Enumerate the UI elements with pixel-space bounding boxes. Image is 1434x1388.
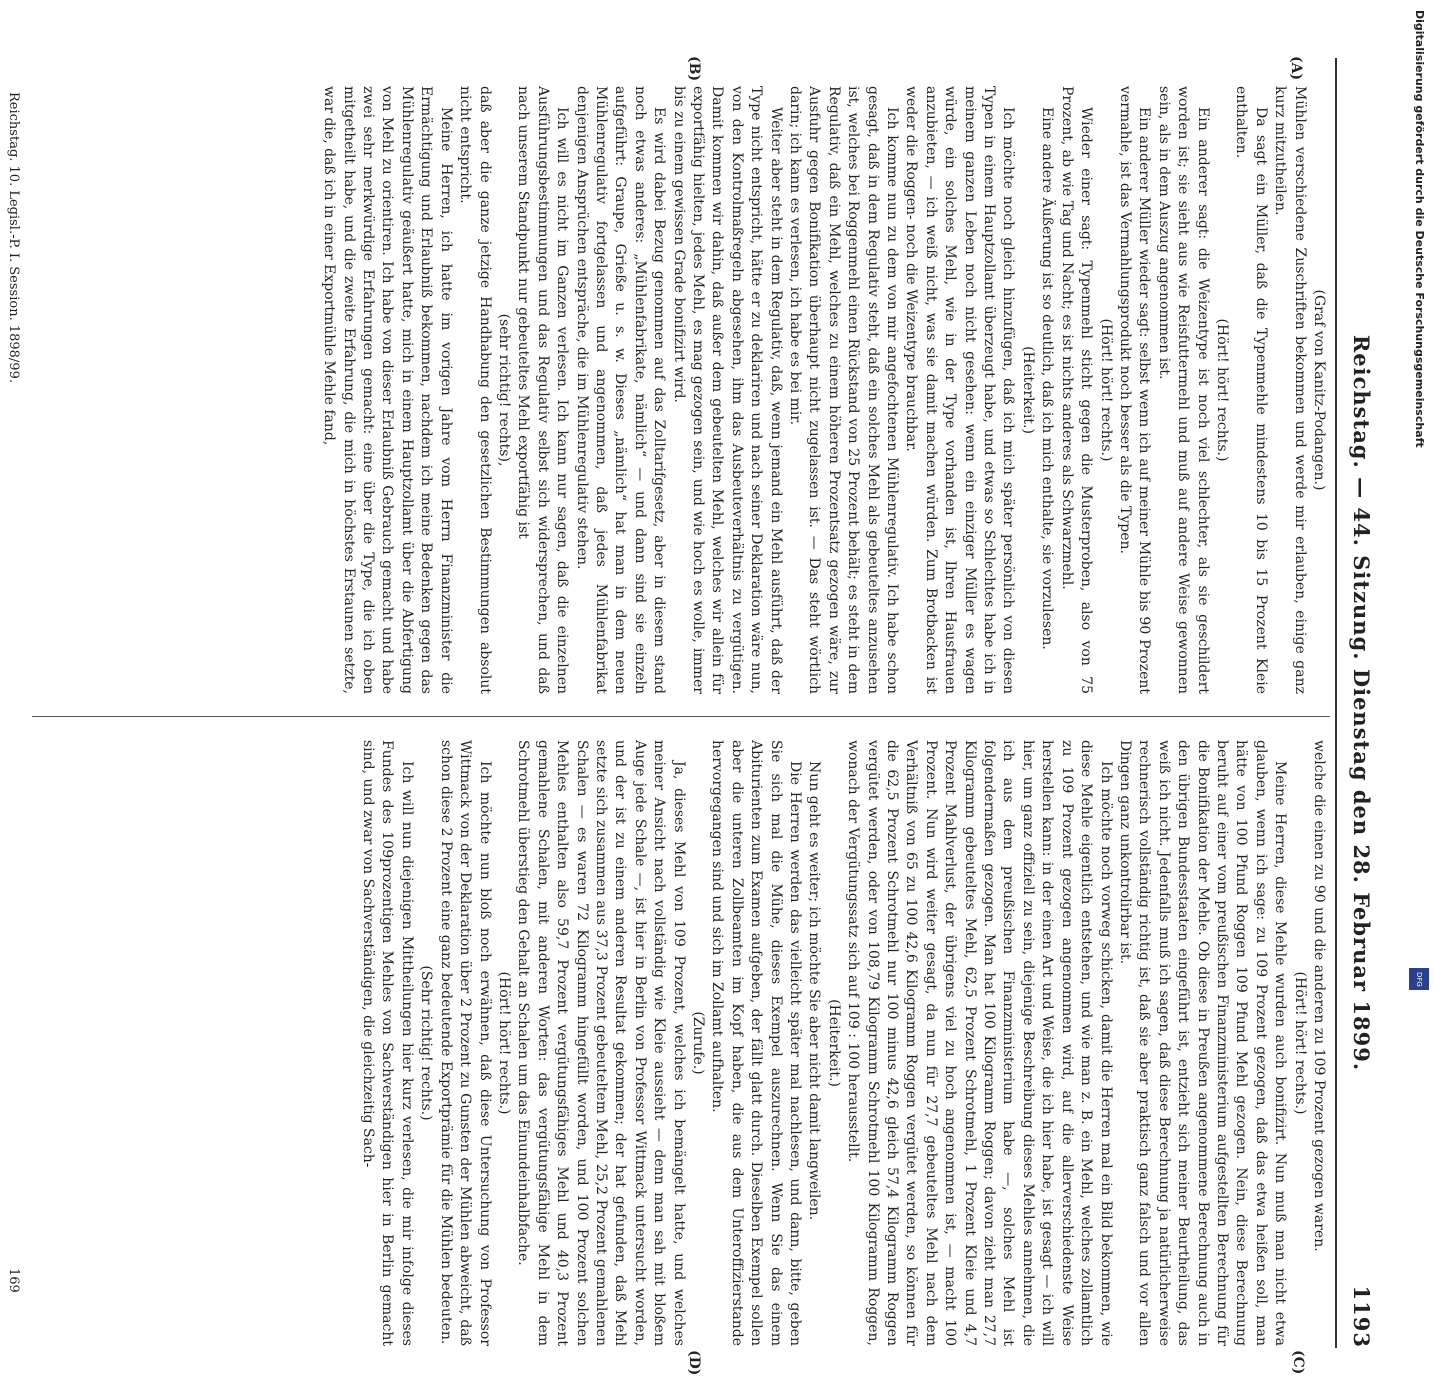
margin-marker-b: (B) <box>686 56 702 82</box>
page-content <box>0 28 1392 1388</box>
margin-marker-c: (C) <box>1290 1350 1306 1375</box>
paragraph: Meine Herren, diese Mehle wurden auch bonifizirt. Nun muß man nicht etwa glauben, wenn ich sage: zu 109 Prozent gezogen, daß das etwa heißen soll, man hätte von 100 Pfund Roggen 109 Pfund Mehl gezogen. Nein, diese Berechnung beruht auf einer vom preußischen Finanzministerium aufgestellten Berechnung für die Bonifikation der Mehle. Ob diese in Preußen angenommene Berechnung auch in den übrigen Bundesstaaten eingeführt ist, entzieht sich meiner Beurtheilung, das weiß ich nicht. Jedenfalls muß ich sagen, daß diese Berechnung ja natürlicherweise rechnerisch vollständig richtig ist, daß sie aber praktisch ganz falsch und vor allen Dingen ganz unkontrolirbar ist. <box>1116 740 1289 1346</box>
interjection: (Hört! hört! rechts.) <box>1097 318 1114 462</box>
paragraph: Nun geht es weiter; ich möchte Sie aber nicht damit langweilen. <box>806 761 823 1221</box>
interjection: (Hört! hört! rechts.) <box>1291 971 1308 1115</box>
paragraph: Ich möchte noch vorweg schicken, damit die Herren mal ein Bild bekommen, wie diese Mehle eigentlich entstehen, und wie man z. B. ein Mehl, welches zollamtlich zu 109 Prozent gezogen angenommen wird, auf die allerverschiedenste Weise herstellen kann: in der einen Art und Weise, die ich hier habe, ist gesagt — ich will hier, um ganz offiziell zu sein, diejenige Beschreibung dieses Mehles annehmen, die ich aus dem preußischen Finanzministerium habe —, solches Mehl ist folgendermaßen gezogen. Man hat 100 Kilogramm Roggen; davon zieht man 27,7 Kilogramm gebeuteltes Mehl, 62,5 Prozent Schrotmehl, 1 Prozent Kleie und 4,7 Prozent Mahlverlust, der übrigens viel zu hoch angenommen ist, — macht 100 Prozent. Nun wird weiter gesagt, da nun für 27,7 gebeuteltes Mehl nach dem Verhältniß von 65 zu 100 42,6 Kilogramm Roggen vergütet werden, so können für die 62,5 Prozent Schrotmehl nur 100 minus 42,6 gleich 57,4 Kilogramm Roggen vergütet werden, oder von 108,79 Kilogramm Schrotmehl 100 Kilogramm Roggen, wonach der Vergütungssatz sich auf 109 : 100 herausstellt. <box>845 740 1114 1346</box>
digitization-credit <box>1406 0 1434 1000</box>
interjection: (Hört! hört! rechts.) <box>1213 318 1230 462</box>
footer-signature: Reichstag. 10. Legisl.-P. I. Session. 1898/99. <box>6 92 21 383</box>
paragraph: daß aber die ganze jetzige Handhabung den gesetzlichen Bestimmungen absolut nicht entspricht. <box>457 86 493 694</box>
interjection: (Sehr richtig! rechts.) <box>418 965 435 1121</box>
column-divider <box>32 716 1330 717</box>
paragraph: Ich komme nun zu dem von mir angefochtenen Mühlenregulativ. Ich habe schon gesagt, daß in dem Regulativ steht, daß ein solches Mehl als gebeuteltes anzusehen ist, welches bei Roggenmehl einen Rückstand von 25 Prozent behält; es steht in dem Regulativ, daß ein Mehl, welches zu einem höheren Prozentsatz gezogen wäre, zur Ausfuhr gegen Bonifikation überhaupt nicht zugelassen ist. — Das steht wörtlich darin; ich kann es verlesen, ich habe es bei mir. <box>787 86 901 694</box>
paragraph: Ich will nun diejenigen Mittheilungen hier kurz verlesen, die mir infolge dieses Fundes des 109prozentigen Mehles von Sachverständigen hier in Berlin gemacht sind, und zwar von Sachverständigen, die gleichzeitig Sach- <box>360 740 415 1346</box>
paragraph: Ein anderer Müller wieder sagt: selbst wenn ich auf meiner Mühle bis 90 Prozent vermahle, ist das Vermahlungsprodukt noch besser als die Typen. <box>1116 86 1153 694</box>
footer-sheet-number: 169 <box>6 1268 21 1293</box>
paragraph: Ein anderer sagt: die Weizentype ist noch viel schlechter, als sie geschildert worden ist; sie sieht aus wie Reisfuttermehl und muß auf andere Weise gewonnen sein, als in dem Auszug angenommen ist. <box>1155 86 1211 694</box>
running-header <box>1340 58 1384 1348</box>
paragraph: Wieder einer sagt: Typenmehl sticht gegen die Musterproben, also von 75 Prozent, ab wie Tag und Nacht; es ist nichts anderes als Schwarzmehl. <box>1058 86 1095 694</box>
paragraph: Ich möchte nun bloß noch erwähnen, daß diese Untersuchung von Professor Wittmack von der Deklaration über 2 Prozent zu Gunsten der Mühlen abweicht, daß schon diese 2 Prozent eine ganz bedeutende Exportprämie für die Mühlen bedeuten. <box>437 740 493 1346</box>
paragraph: Meine Herren, ich hatte im vorigen Jahre vom Herrn Finanzminister die Ermächtigung und Erlaubniß bekommen, nachdem ich meine Bedenken gegen das Mühlenregulativ geäußert hatte, mich in einem Hauptzollamt über die Abfertigung von Mehl zu orientiren. Ich habe von dieser Erlaubniß Gebrauch gemacht und habe zwei sehr merkwürdige Erfahrungen gemacht: eine über die Type, die ich oben mitgetheilt habe, und die zweite Erfahrung, die mich in höchstes Erstaunen setzte, war die, daß ich in einer Exportmühle Mehle fand, <box>321 86 454 694</box>
margin-marker-a: (A) <box>1288 56 1304 81</box>
interjection: (Hört! hört! rechts.) <box>495 971 512 1115</box>
paragraph: Weiter aber steht in dem Regulativ, daß, wenn jemand ein Mehl ausführt, daß der Type nicht entspricht, hätte er zu deklariren und nach seiner Deklaration wäre nun, von den Kontrolmaßregeln abgesehen, ihm das Ausbeuteverhältnis zu vergütigen. Damit kommen wir dahin, daß außer dem gebeutelten Mehl, welches wir allein für exportfähig hielten, jedes Mehl, es mag gezogen sein, und wie hoch es wolle, immer bis zu einem gewissen Grade bonifizirt wird. <box>670 86 784 694</box>
paragraph: Es wird dabei Bezug genommen auf das Zolltarifgesetz, aber in diesem stand noch etwas anderes: „Mühlenfabrikate, nämlich“ — und dann sind sie einzeln aufgeführt: Graupe, Grieße u. s. w. Dieses „nämlich“ hat man in dem neuen Mühlenregulativ fortgelassen und angenommen, daß jedes Mühlenfabrikat denjenigen Ansprüchen entspräche, die im Mühlenregulativ stehen. <box>573 86 668 694</box>
margin-marker-d: (D) <box>686 1350 702 1376</box>
paragraph: Mühlen verschiedene Zuschriften bekommen und werde mir erlauben, einige ganz kurz mitzutheilen. <box>1272 86 1308 694</box>
running-title: Reichstag. — 44. Sitzung. Dienstag den 28. Februar 1899. <box>1349 334 1375 1072</box>
speaker-line: (Graf von Kanitz-Podangen.) <box>1311 289 1327 491</box>
interjection: (Zurufe.) <box>690 1011 706 1075</box>
paragraph: Ich will es nicht im Ganzen verlesen. Ich kann nur sagen, daß die einzelnen Ausführungsbestimmungen und das Regulativ selbst sich widersprechen, und daß nach unserem Standpunkt nur gebeuteltes Mehl exportfähig ist <box>515 86 571 694</box>
paragraph: welche die einen zu 90 und die anderen zu 109 Prozent gezogen waren. <box>1311 740 1327 1252</box>
paragraph: Die Herren werden das vielleicht später mal nachlesen, und dann, bitte, geben Sie sich mal die Mühe, dieses Exempel auszurechnen. Wenn Sie das einem Abiturienten zum Examen aufgeben, der fällt glatt durch. Dieselben Exempel sollen aber die unteren Zollbeamten im Kopf haben, die aus dem Unteroffizierstande hervorgegangen sind und sich im Zollamt aufhalten. <box>709 740 804 1346</box>
header-rule <box>1335 58 1337 1348</box>
interjection: (sehr richtig! rechts), <box>495 313 512 467</box>
left-column <box>32 86 1328 694</box>
interjection: (Heiterkeit.) <box>825 999 842 1087</box>
paragraph: Ich möchte noch gleich hinzufügen, daß ich mich später persönlich von diesen Typen in einem Hauptzollamt überzeugt habe, und etwas so Schlechtes habe ich in meinem ganzen Leben noch nicht gesehen: wenn ein einziger Müller es wagen würde, ein solches Mehl, wie in der Type vorhanden ist, Ihren Hausfrauen anzubieten, — ich weiß nicht, was sie damit machen würden. Zum Brotbacken ist weder die Roggen- noch die Weizentype brauchbar. <box>903 86 1017 694</box>
right-column <box>32 740 1328 1346</box>
dfg-logo: DFG <box>1409 968 1429 990</box>
page-number: 1193 <box>1349 1285 1375 1348</box>
interjection: (Heiterkeit.) <box>1019 346 1036 434</box>
paragraph: Eine andere Äußerung ist so deutlich, daß ich mich enthalte, sie vorzulesen. <box>1039 107 1056 650</box>
paragraph: Da sagt ein Müller, daß die Typenmehle mindestens 10 bis 15 Prozent Kleie enthalten. <box>1233 86 1269 694</box>
credit-text: Digitalisierung gefördert durch die Deutsche Forschungsgemeinschaft <box>1413 10 1426 448</box>
paragraph: Ja, dieses Mehl von 109 Prozent, welches ich bemängelt hatte, und welches meiner Ansicht nach vollständig wie Kleie aussieht — denn man sah mit bloßem Auge jede Schale —, ist hier in Berlin von Professor Wittmack untersucht worden, und der ist zu einem anderen Resultat gekommen; der hat gefunden, daß Mehl setzte sich zusammen aus 37,3 Prozent gebeuteltem Mehl, 25,2 Prozent gemahlenen Schalen — es waren 72 Kilogramm hingefüllt worden, und 100 Prozent solchen Mehles enthalten also 59,7 Prozent vergütungsfähiges Mehl und 40,3 Prozent gemahlene Schalen, mit anderen Worten: das vergütungsfähige Mehl in dem Schrotmehl überstieg den Gehalt an Schalen um das Einundeinhalbfache. <box>515 740 687 1346</box>
